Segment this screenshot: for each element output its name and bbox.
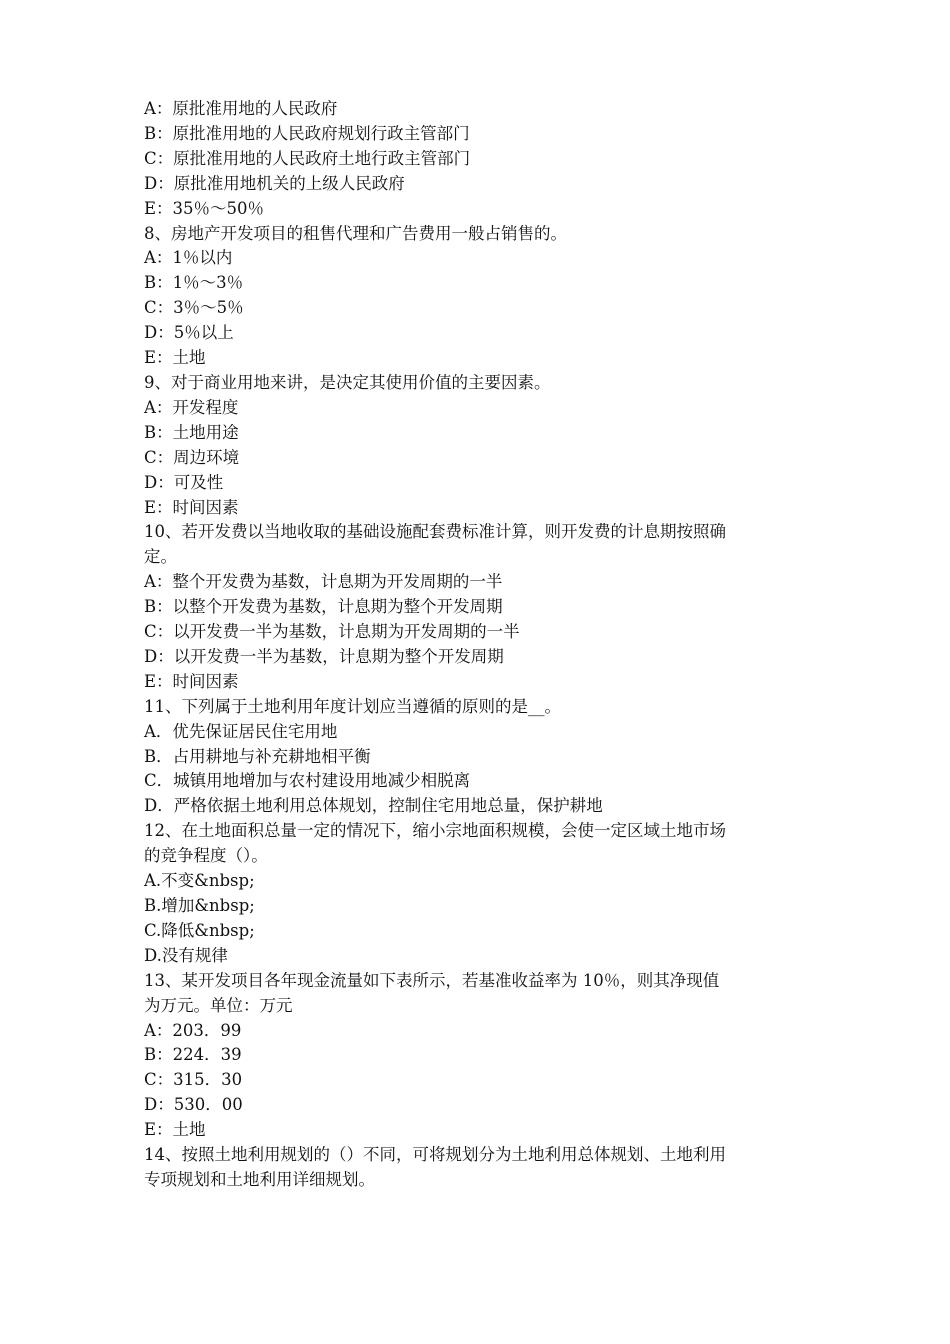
text-line: D：530．00 (144, 1095, 243, 1115)
text-line: C：原批准用地的人民政府土地行政主管部门 (144, 148, 471, 168)
text-line: B：224．39 (144, 1045, 242, 1065)
text-line: C．城镇用地增加与农村建设用地减少相脱离 (144, 771, 471, 791)
text-line: C：周边环境 (144, 447, 240, 467)
text-line: A．优先保证居民住宅用地 (144, 721, 338, 741)
text-line: E：35％～50％ (144, 198, 265, 218)
question-13: 13、某开发项目各年现金流量如下表所示，若基准收益率为 10％，则其净现值 (144, 970, 720, 990)
text-line: E：时间因素 (144, 671, 239, 691)
text-line: E：土地 (144, 348, 206, 368)
question-10: 10、若开发费以当地收取的基础设施配套费标准计算，则开发费的计息期按照确 (144, 522, 726, 542)
text-line: B．占用耕地与补充耕地相平衡 (144, 746, 371, 766)
text-line: E：土地 (144, 1120, 206, 1140)
text-line: C.降低&nbsp; (144, 920, 255, 940)
question-10-cont: 定。 (144, 547, 177, 567)
text-line: E：时间因素 (144, 497, 239, 517)
question-12: 12、在土地面积总量一定的情况下，缩小宗地面积规模，会使一定区域土地市场 (144, 821, 726, 841)
text-line: B.增加&nbsp; (144, 896, 255, 915)
question-9: 9、对于商业用地来讲，是决定其使用价值的主要因素。 (144, 372, 551, 392)
text-line: B：1％～3％ (144, 273, 244, 293)
text-line: A：原批准用地的人民政府 (144, 99, 338, 118)
question-13-cont: 为万元。单位：万元 (144, 995, 293, 1015)
text-line: B：原批准用地的人民政府规划行政主管部门 (144, 123, 470, 143)
text-line: A：203．99 (144, 1020, 242, 1040)
text-line: A：开发程度 (144, 397, 239, 417)
text-line: D：可及性 (144, 472, 224, 492)
text-line: C：以开发费一半为基数，计息期为开发周期的一半 (144, 622, 520, 642)
question-8: 8、房地产开发项目的租售代理和广告费用一般占销售的。 (144, 223, 567, 243)
text-line: A：整个开发费为基数，计息期为开发周期的一半 (144, 572, 503, 592)
text-line: D：5％以上 (144, 323, 234, 343)
text-line: B：土地用途 (144, 422, 239, 442)
text-line: D．严格依据土地利用总体规划，控制住宅用地总量，保护耕地 (144, 796, 603, 816)
question-12-cont: 的竞争程度（）。 (144, 846, 268, 866)
text-line: C：3％～5％ (144, 298, 244, 318)
text-line: D：以开发费一半为基数，计息期为整个开发周期 (144, 646, 504, 666)
question-14-cont: 专项规划和土地利用详细规划。 (144, 1169, 375, 1189)
text-line: C：315．30 (144, 1070, 243, 1090)
text-line: B：以整个开发费为基数，计息期为整个开发周期 (144, 597, 503, 617)
text-line: D.没有规律 (144, 945, 228, 965)
text-line: D：原批准用地机关的上级人民政府 (144, 173, 405, 193)
text-line: A.不变&nbsp; (144, 871, 255, 891)
question-14: 14、按照土地利用规划的（）不同，可将规划分为土地利用总体规划、土地利用 (144, 1145, 726, 1165)
text-line: A：1％以内 (144, 248, 233, 268)
document-body (144, 97, 820, 1193)
question-11: 11、下列属于土地利用年度计划应当遵循的原则的是__。 (144, 696, 561, 716)
